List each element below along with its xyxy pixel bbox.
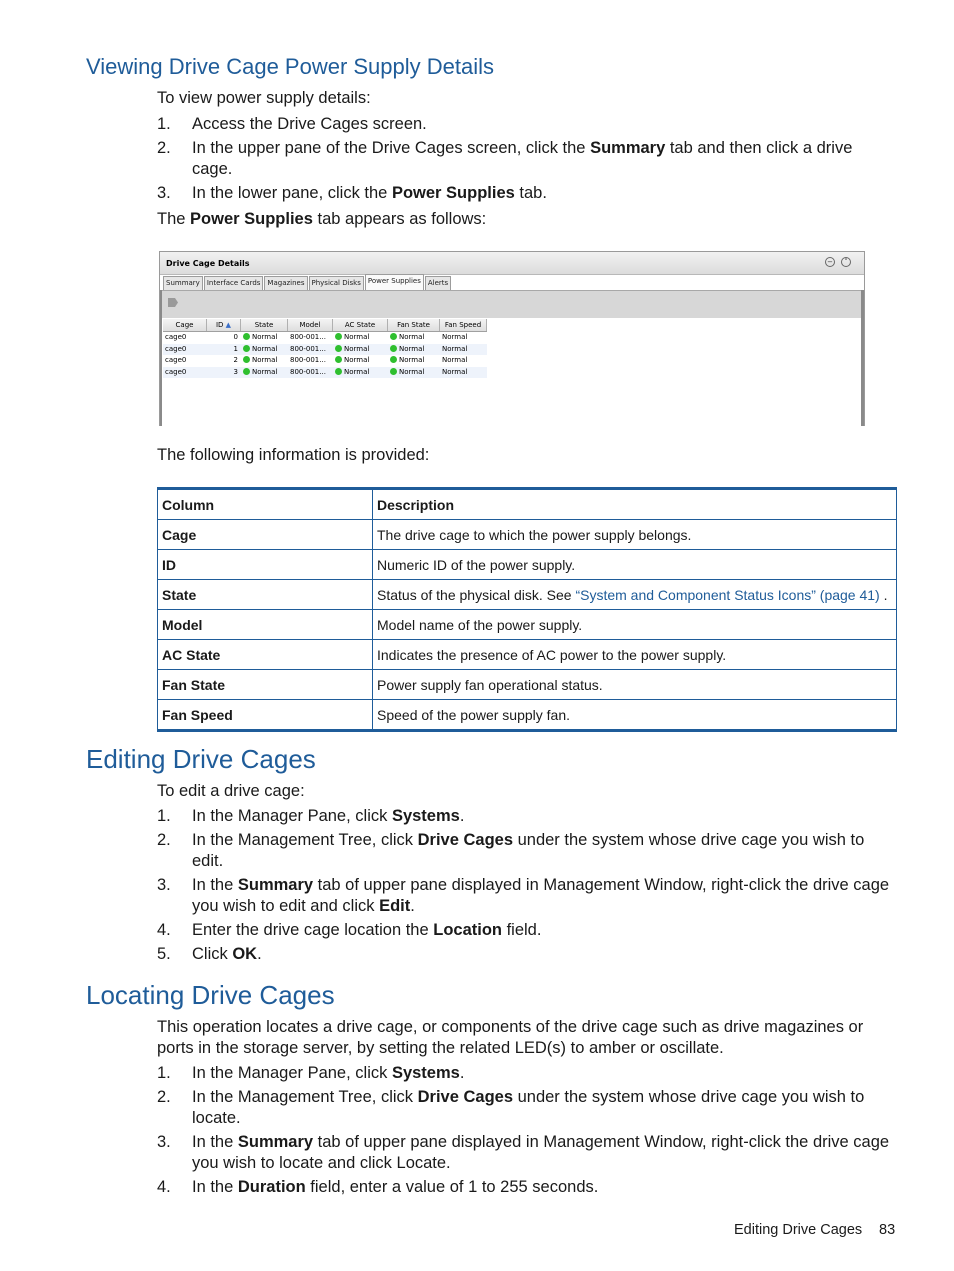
status-normal-icon xyxy=(243,356,250,363)
collapse-icon[interactable]: ˅ xyxy=(841,257,851,267)
status-normal-icon xyxy=(390,345,397,352)
cell-ac-state: Normal xyxy=(333,355,388,367)
column-header-ac-state[interactable]: AC State xyxy=(333,319,388,331)
tab-toolbar xyxy=(160,290,864,318)
column-header-model[interactable]: Model xyxy=(288,319,333,331)
tab-magazines[interactable]: Magazines xyxy=(264,276,307,290)
table-row xyxy=(158,580,897,610)
following-info-text: The following information is provided: xyxy=(157,446,430,464)
cell-state: Normal xyxy=(241,332,288,344)
status-normal-icon xyxy=(390,333,397,340)
column-description: Speed of the power supply fan. xyxy=(373,700,897,731)
table-row[interactable] xyxy=(163,344,487,356)
cell-fan-state: Normal xyxy=(388,332,440,344)
cell-state: Normal xyxy=(241,367,288,379)
viewing-steps xyxy=(157,114,897,207)
cell-fan-speed: Normal xyxy=(442,367,468,376)
cell-model: 800-001... xyxy=(290,344,326,353)
cell-fan-speed: Normal xyxy=(442,344,468,353)
table-header-column: Column xyxy=(158,489,373,520)
column-name: AC State xyxy=(158,640,373,670)
column-description-table xyxy=(157,487,897,732)
viewing-intro: To view power supply details: xyxy=(157,89,371,107)
list-item: 3. In the Summary tab of upper pane displayed in Management Window, right-click the drive cage you wish to locate and click Locate. xyxy=(157,1133,890,1172)
sort-ascending-icon: ▲ xyxy=(225,321,232,329)
table-row xyxy=(158,700,897,731)
cell-model: 800-001... xyxy=(290,356,326,364)
cell-cage: cage0 xyxy=(165,344,187,353)
cell-fan-speed: Normal xyxy=(442,356,468,364)
list-item: 2. In the Management Tree, click Drive Cages under the system whose drive cage you wish to locate. xyxy=(157,1088,865,1127)
cell-state: Normal xyxy=(241,355,288,367)
column-name: Cage xyxy=(158,520,373,550)
column-description: Model name of the power supply. xyxy=(373,610,897,640)
locating-intro: This operation locates a drive cage, or components of the drive cage such as drive magazines or ports in the storage server, by setting the related LED(s) to amber or oscillate. xyxy=(157,1018,864,1057)
column-description: Indicates the presence of AC power to the power supply. xyxy=(373,640,897,670)
column-header-cage[interactable]: Cage xyxy=(163,319,207,331)
cell-model: 800-001... xyxy=(290,367,326,376)
status-normal-icon xyxy=(243,368,250,375)
section-heading-viewing: Viewing Drive Cage Power Supply Details xyxy=(86,54,495,79)
table-row xyxy=(158,610,897,640)
drive-cage-details-screenshot xyxy=(159,251,865,426)
cell-state: Normal xyxy=(241,344,288,356)
status-normal-icon xyxy=(243,345,250,352)
footer-section-title: Editing Drive Cages xyxy=(734,1222,863,1238)
panel-titlebar xyxy=(160,252,864,275)
column-header-fan-state[interactable]: Fan State xyxy=(388,319,440,331)
cell-ac-state: Normal xyxy=(333,332,388,344)
editing-steps xyxy=(157,806,897,968)
list-item: 3. In the Summary tab of upper pane displayed in Management Window, right-click the drive cage you wish to edit and click Edit. xyxy=(157,876,890,915)
table-header-row xyxy=(158,489,897,520)
panel-tabs xyxy=(163,276,452,290)
tab-summary[interactable]: Summary xyxy=(163,276,203,290)
status-icons-link[interactable]: “System and Component Status Icons” (page 41) xyxy=(575,586,880,603)
column-name: State xyxy=(158,580,373,610)
editing-intro: To edit a drive cage: xyxy=(157,782,305,800)
cell-id: 1 xyxy=(233,344,238,353)
tab-alerts[interactable]: Alerts xyxy=(425,276,451,290)
list-item: 1. In the Manager Pane, click Systems. xyxy=(157,1064,465,1082)
cell-ac-state: Normal xyxy=(333,344,388,356)
status-normal-icon xyxy=(335,345,342,352)
list-item: 4. In the Duration field, enter a value of 1 to 255 seconds. xyxy=(157,1178,599,1196)
cell-cage: cage0 xyxy=(165,367,187,376)
power-supplies-grid xyxy=(163,319,487,378)
locating-steps xyxy=(157,1063,897,1201)
column-header-id[interactable]: ID ▲ xyxy=(207,319,241,331)
viewing-after-text: The Power Supplies tab appears as follows: xyxy=(157,210,487,228)
cell-cage: cage0 xyxy=(165,356,187,364)
cell-fan-speed: Normal xyxy=(442,333,468,341)
status-normal-icon xyxy=(243,333,250,340)
status-normal-icon xyxy=(335,356,342,363)
status-normal-icon xyxy=(390,368,397,375)
grid-body xyxy=(163,332,487,378)
status-normal-icon xyxy=(335,368,342,375)
column-name: Fan Speed xyxy=(158,700,373,731)
column-description: Numeric ID of the power supply. xyxy=(373,550,897,580)
section-heading-locating: Locating Drive Cages xyxy=(86,980,335,1010)
column-header-fan-speed[interactable]: Fan Speed xyxy=(440,319,487,331)
tab-physical-disks[interactable]: Physical Disks xyxy=(309,276,364,290)
table-row[interactable] xyxy=(163,355,487,367)
cell-fan-state: Normal xyxy=(388,355,440,367)
table-row xyxy=(158,640,897,670)
cell-ac-state: Normal xyxy=(333,367,388,379)
cell-id: 0 xyxy=(233,333,238,341)
table-row xyxy=(158,520,897,550)
column-description: Power supply fan operational status. xyxy=(373,670,897,700)
tab-power-supplies[interactable]: Power Supplies xyxy=(365,274,424,290)
status-normal-icon xyxy=(390,356,397,363)
list-item: 4. Enter the drive cage location the Location field. xyxy=(157,921,542,939)
cell-id: 3 xyxy=(233,367,238,376)
arrow-icon[interactable] xyxy=(168,298,178,307)
section-heading-editing: Editing Drive Cages xyxy=(86,744,316,774)
cell-fan-state: Normal xyxy=(388,367,440,379)
column-description: Status of the physical disk. See “System and Component Status Icons” (page 41) . xyxy=(373,580,897,610)
cell-fan-state: Normal xyxy=(388,344,440,356)
grid-header xyxy=(163,319,487,332)
column-name: Model xyxy=(158,610,373,640)
list-item: 3. In the lower pane, click the Power Supplies tab. xyxy=(157,184,547,202)
table-row xyxy=(158,670,897,700)
panel-title: Drive Cage Details xyxy=(166,259,250,268)
column-name: ID xyxy=(158,550,373,580)
table-row[interactable] xyxy=(163,332,487,344)
minimize-icon[interactable]: − xyxy=(825,257,835,267)
column-name: Fan State xyxy=(158,670,373,700)
list-item: 2. In the upper pane of the Drive Cages screen, click the Summary tab and then click a drive cage. xyxy=(157,139,853,178)
tab-interface-cards[interactable]: Interface Cards xyxy=(204,276,264,290)
column-description: The drive cage to which the power supply belongs. xyxy=(373,520,897,550)
cell-id: 2 xyxy=(233,356,238,364)
status-normal-icon xyxy=(335,333,342,340)
column-header-state[interactable]: State xyxy=(241,319,288,331)
left-border xyxy=(160,290,162,426)
page-number: 83 xyxy=(879,1222,896,1238)
list-item: 1. Access the Drive Cages screen. xyxy=(157,115,427,133)
list-item: 1. In the Manager Pane, click Systems. xyxy=(157,807,465,825)
table-row xyxy=(158,550,897,580)
list-item: 2. In the Management Tree, click Drive Cages under the system whose drive cage you wish to edit. xyxy=(157,831,865,870)
table-row[interactable] xyxy=(163,367,487,379)
vertical-scrollbar[interactable] xyxy=(861,290,864,426)
table-header-description: Description xyxy=(373,489,897,520)
cell-cage: cage0 xyxy=(165,333,187,341)
cell-model: 800-001... xyxy=(290,333,326,341)
list-item: 5. Click OK. xyxy=(157,945,262,963)
